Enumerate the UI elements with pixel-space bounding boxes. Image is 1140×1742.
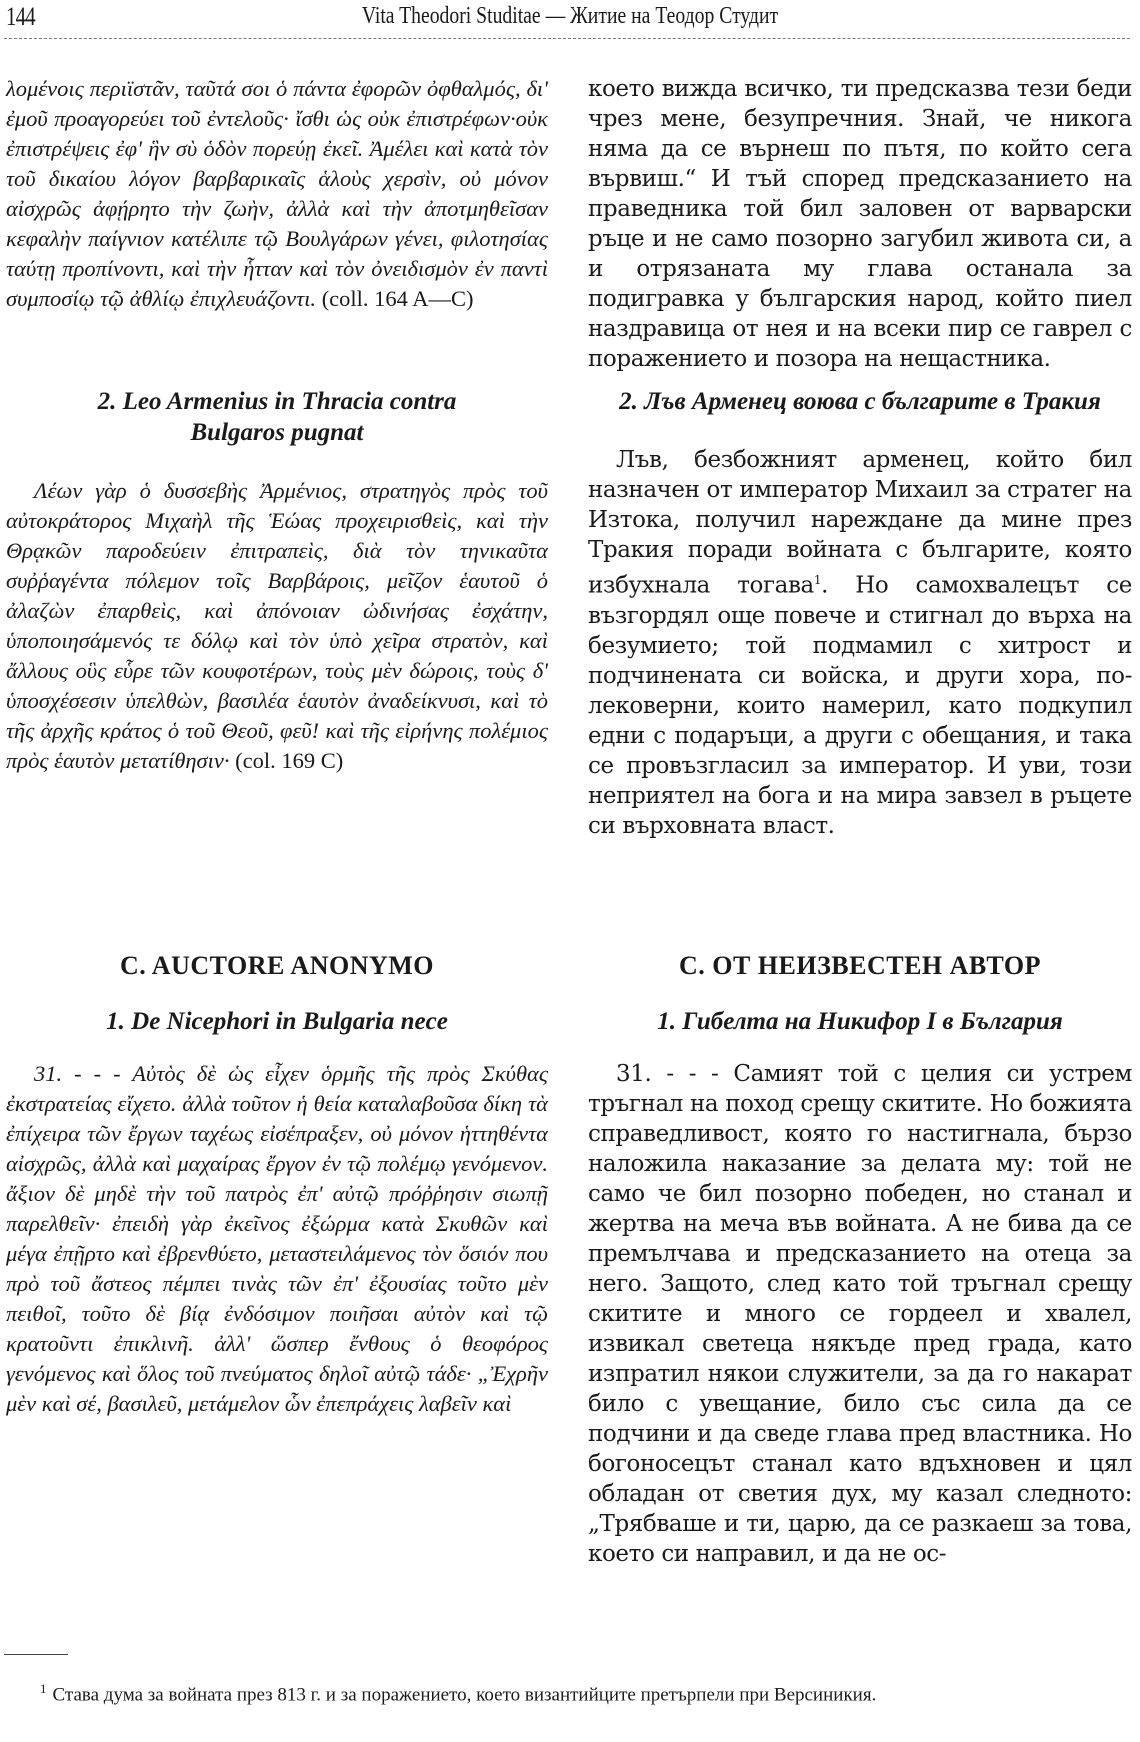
- bulgarian-opening-block: [588, 74, 1132, 374]
- footnote-reference-marker[interactable]: 1: [813, 573, 822, 587]
- greek-part-c-sub-heading: 1. De Nicephori in Bulgaria nece: [106, 1008, 448, 1035]
- bulgarian-section2-text-a: Лъв, безбожният арменец, който бил назначен от император Михаил за стратег на Изтока, получил нареждане да мине през Тракия поради войната с българите, която избухнала тогава: [588, 447, 1132, 599]
- greek-opening-paragraph: [6, 74, 548, 314]
- greek-opening-block: [6, 74, 548, 314]
- greek-section2-text: Λέων γὰρ ὁ δυσσεβὴς Ἀρμένιος, στρατηγὸς πρὸς τοῦ αὐτοκράτορος Μιχαὴλ τῆς Ἑώας προχειρισθεὶς, καὶ τὴν Θρᾳκῶν παροδεύειν ἐπιτραπεὶς, διὰ τὸν τηνικαῦτα συῤῥαγέντα πόλεμον τοῖς Βαρβάροις, μεῖζον ἑαυτοῦ ὁ ἀλαζὼν ἐπαρθεὶς, καὶ ἀπόνοιαν ὠδινήσας ἐσχάτην, ὑποποιησάμενός τε δόλῳ καὶ τὸν ὑπὸ χεῖρα στρατὸν, καὶ ἄλλους οὓς εὗρε τῶν κουφοτέρων, τοὺς μὲν δώροις, τοὺς δ' ὑποσχέσεσιν ὑπελθὼν, βασιλέα ἑαυτὸν ἀναδείκνυσι, καὶ τὸ τῆς ἀρχῆς κράτος ὁ τοῦ Θεοῦ, φεῦ! καὶ τῆς εἰρήνης πολέμιος πρὸς ἑαυτὸν μετατίθησιν·: [6, 478, 548, 773]
- page-number: 144: [6, 2, 35, 31]
- bulgarian-section2-text-b: . Но самохвалецът се възгордял още повече и стигнал до върха на безумието; той подмамил с хитрост и подчинената си войска, и други хора, по-лековерни, които намерил, като подкупил едни с подаръци, а други с обещания, и така се провъзгласил за император. И уви, този неприятел на бога и на мира завзел в ръцете си върховната власт.: [588, 572, 1133, 839]
- footnote: [4, 1676, 1132, 1707]
- greek-part-c-paragraph: 31. - - - Αὐτὸς δὲ ὡς εἶχεν ὁρμῆς τῆς πρὸς Σκύθας ἐκστρατείας εἴχετο. ἀλλὰ τοῦτον ἡ θεία καταλαβοῦσα δίκη τὰ ἐπίχειρα τῶν ἔργων ταχέως εἰσέπραξεν, οὐ μόνον ἡττηθέντα αἰσχρῶς, ἀλλὰ καὶ μαχαίρας ἔργον ἐν τῷ πολέμῳ γενόμενον. ἄξιον δὲ μηδὲ τὴν τοῦ πατρὸς ἐπ' αὐτῷ πρόῤῥησιν σιωπῇ παρελθεῖν· ἐπειδὴ γὰρ ἐκεῖνος ἐξώρμα κατὰ Σκυθῶν καὶ μέγα ἐπῇρτο καὶ ἐβρενθύετο, μεταστειλάμενος τὸν ὅσιόν που πρὸ τοῦ ἄστεος πέμπει τινὰς τῶν ἐπ' ἐξουσίας τοῦτο μὲν πειθοῖ, τοῦτο δὲ βίᾳ ἐνδόσιμον ποιῆσαι αὐτὸν καὶ τῷ κρατοῦντι ἐπικλινῆ. ἀλλ' ὥσπερ ἔνθους ὁ θεοφόρος γενόμενος καὶ ὅλος τοῦ πνεύματος δηλοῖ αὐτῷ τάδε· „Ἐχρῆν μὲν καὶ σέ, βασιλεῦ, μετάμελον ὧν ἐπεπράχεις λαβεῖν καὶ: [6, 1061, 548, 1416]
- bulgarian-part-c-paragraph: 31. - - - Самият той с целия си устрем тръгнал на поход срещу скитите. Но божията справедливост, която го настигнала, бързо наложила наказание за делата му: той не само че бил позорно победен, но станал и жертва на меча във войната. А не бива да се премълчава и предсказанието на отеца за него. Защото, след като той тръгнал срещу скитите и много се гордеел и хвалел, извикал светеца някъде пред града, като изпратил някои служители, за да го накарат било с увещание, било със сила да се подчини и да сведе глава пред властника. Но богоносецът станал като вдъхновен и цял обладан от светия дух, му казал следното: „Трябваше и ти, царю, да се разкаеш за това, което си направил, и да не ос-: [588, 1061, 1132, 1567]
- bulgarian-opening-paragraph: което вижда всичко, ти предсказва тези беди чрез мене, безупречния. Знай, че никога няма да се върнеш по пътя, по който сега вървиш.“ И тъй според предсказанието на праведника той бил заловен от варварски ръце и не само позорно загубил живота си, а и отрязаната му глава останала за подигравка у българския народ, който пиел наздравица от нея и на всеки пир се гаврел с поражението и позора на нещастника.: [588, 76, 1132, 372]
- bulgarian-part-c-block: [588, 950, 1132, 1569]
- footnote-text: Става дума за войната през 813 г. и за поражението, което византийците претърпели при Версиникия.: [52, 1684, 877, 1706]
- bulgarian-part-c-heading: С. ОТ НЕИЗВЕСТЕН АВТОР: [678, 951, 1042, 980]
- bulgarian-section2-block: [588, 386, 1132, 841]
- footnote-marker: 1: [40, 1681, 47, 1696]
- greek-section2-paragraph: [6, 476, 548, 776]
- running-title: Vita Theodori Studitae — Житие на Теодор Студит: [361, 3, 779, 29]
- bulgarian-section2-paragraph: [588, 445, 1132, 841]
- greek-section2-heading: 2. Leo Armenius in Thracia contra Bulgaros pugnat: [97, 388, 457, 446]
- greek-opening-text: λομένοις περιϊστᾶν, ταῦτά σοι ὁ πάντα ἐφορῶν ὀφθαλμός, δι' ἐμοῦ προαγορεύει τοῦ ἐντελοῦς· ἴσθι ὡς οὐκ ἐπιστρέφων·οὐκ ἐπιστρέψεις ἐφ' ἣν σὺ ὁδὸν πορεύῃ ἐκεῖ. Ἀμέλει καὶ κατὰ τὸν τοῦ δικαίου λόγον βαρβαρικαῖς ἁλοὺς χερσὶν, οὐ μόνον αἰσχρῶς ἀφῄρητο τὴν ζωὴν, ἀλλὰ καὶ τὴν ἀποτμηθεῖσαν κεφαλὴν παίγνιον κατέλιπε τῷ Βουλγάρων γένει, φιλοτησίας ταύτῃ προπίνοντι, καὶ τὴν ἧτταν καὶ τὸν ὀνειδισμὸν ἐν παντὶ συμποσίῳ τῷ ἀθλίῳ ἐπιχλευάζοντι.: [6, 76, 548, 311]
- greek-opening-reference: (coll. 164 A—C): [321, 286, 474, 311]
- bulgarian-section2-heading: 2. Лъв Арменец воюва с българите в Тракия: [619, 388, 1101, 415]
- greek-section2-block: [6, 386, 548, 776]
- header-rule: [4, 38, 1130, 39]
- bulgarian-part-c-sub-heading: 1. Гибелта на Никифор I в България: [657, 1008, 1063, 1035]
- footnote-rule: [4, 1654, 68, 1655]
- page-header: [0, 0, 1140, 40]
- greek-part-c-block: [6, 950, 548, 1419]
- greek-section2-reference: (col. 169 C): [235, 748, 344, 773]
- greek-part-c-heading: C. AUCTORE ANONYMO: [119, 951, 435, 980]
